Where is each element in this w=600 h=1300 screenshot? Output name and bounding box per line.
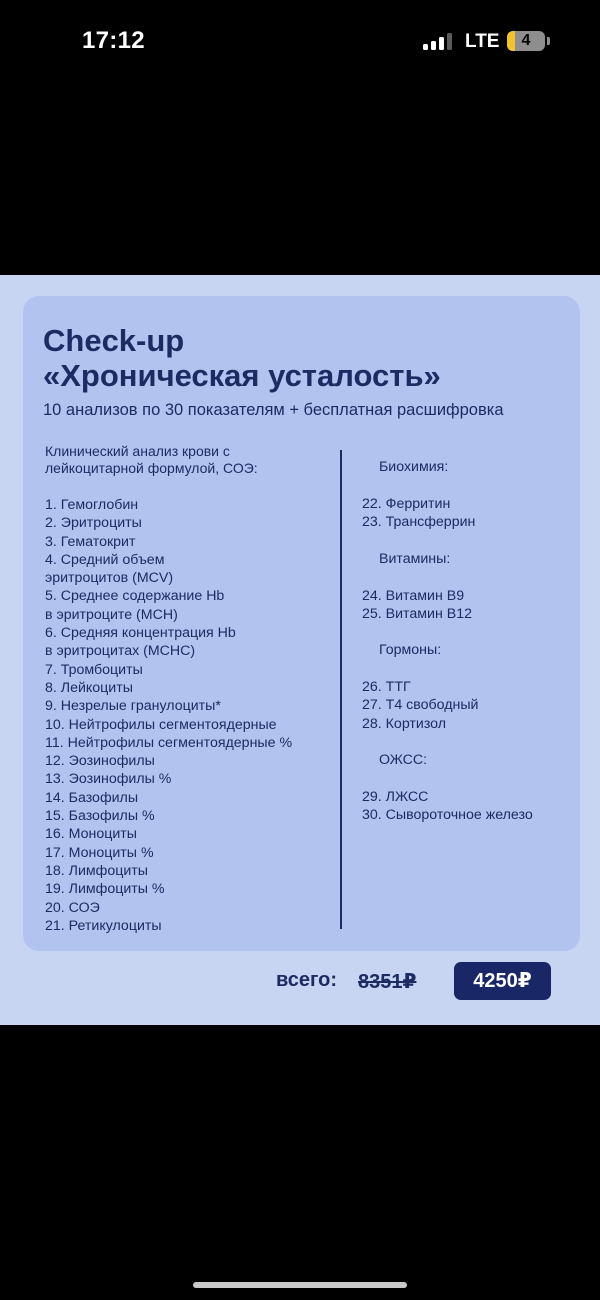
network-type: LTE	[465, 31, 500, 52]
list-item: 18. Лимфоциты	[45, 862, 148, 879]
test-group-title: ОЖСС:	[379, 752, 428, 769]
list-item: 15. Базофилы %	[45, 808, 155, 825]
list-item: 20. СОЭ	[45, 899, 100, 916]
list-item: 16. Моноциты	[45, 826, 138, 843]
list-item: 14. Базофилы	[45, 789, 139, 806]
list-item: эритроцитов (MCV)	[45, 570, 174, 587]
checkup-card	[23, 296, 580, 951]
list-item: в эритроцитах (MCHC)	[45, 643, 196, 660]
status-time: 17:12	[82, 27, 145, 54]
list-item: 17. Моноциты %	[45, 844, 154, 861]
new-price-badge: 4250₽	[454, 962, 551, 1000]
test-group-list	[362, 678, 577, 733]
test-group	[362, 641, 577, 733]
battery-cap	[547, 37, 550, 45]
list-item: 30. Сывороточное железо	[362, 807, 533, 824]
old-price: 8351₽	[358, 971, 417, 993]
card-subtitle: 10 анализов по 30 показателям + бесплатная расшифровка	[43, 401, 504, 419]
list-item: 3. Гематокрит	[45, 533, 136, 550]
status-bar	[0, 0, 600, 80]
list-item: 19. Лимфоциты %	[45, 881, 165, 898]
list-item: 4. Средний объем	[45, 551, 165, 568]
test-group	[362, 458, 577, 532]
test-group-title: Биохимия:	[379, 459, 449, 475]
list-item: 9. Незрелые гранулоциты*	[45, 698, 221, 715]
price-label: всего:	[276, 969, 337, 991]
list-item: 6. Средняя концентрация Hb	[45, 625, 236, 642]
signal-icon	[423, 33, 455, 50]
list-item: 10. Нейтрофилы сегментоядерные	[45, 716, 277, 733]
battery-icon	[507, 31, 545, 51]
test-group	[362, 550, 577, 624]
list-item: 27. Т4 свободный	[362, 697, 479, 714]
list-item: 21. Ретикулоциты	[45, 917, 162, 934]
list-item: 5. Среднее содержание Hb	[45, 588, 225, 605]
test-group	[362, 751, 577, 825]
list-item: 25. Витамин B12	[362, 605, 472, 622]
list-item: 11. Нейтрофилы сегментоядерные %	[45, 734, 293, 751]
list-item: 1. Гемоглобин	[45, 497, 139, 513]
list-item: 8. Лейкоциты	[45, 679, 133, 696]
column-divider	[340, 450, 342, 929]
list-item: 23. Трансферрин	[362, 514, 476, 531]
list-item: 7. Тромбоциты	[45, 661, 143, 678]
test-group-list	[362, 788, 577, 825]
blood-test-column	[45, 443, 345, 935]
blood-test-list	[45, 496, 345, 935]
blood-test-heading: Клинический анализ крови с лейкоцитарной формулой, СОЭ:	[45, 443, 258, 476]
test-group-title: Витамины:	[379, 550, 451, 567]
promo-image	[0, 275, 600, 1025]
list-item: 24. Витамин B9	[362, 587, 465, 604]
test-group-list	[362, 587, 577, 624]
list-item: 22. Ферритин	[362, 496, 451, 512]
home-indicator[interactable]	[193, 1282, 407, 1288]
list-item: в эритроците (MCH)	[45, 606, 178, 623]
battery-percent: 4	[521, 32, 531, 49]
card-title: «Хроническая усталость»	[43, 358, 441, 393]
list-item: 28. Кортизол	[362, 715, 447, 732]
list-item: 13. Эозинофилы %	[45, 771, 172, 788]
list-item: 2. Эритроциты	[45, 515, 142, 532]
test-group-title: Гормоны:	[379, 642, 442, 659]
test-group-list	[362, 495, 577, 532]
list-item: 26. ТТГ	[362, 679, 411, 696]
card-title-brand: Check-up	[43, 323, 185, 358]
battery-level	[507, 31, 515, 51]
other-tests-column	[362, 458, 577, 843]
list-item: 29. ЛЖСС	[362, 789, 429, 806]
list-item: 12. Эозинофилы	[45, 753, 155, 770]
